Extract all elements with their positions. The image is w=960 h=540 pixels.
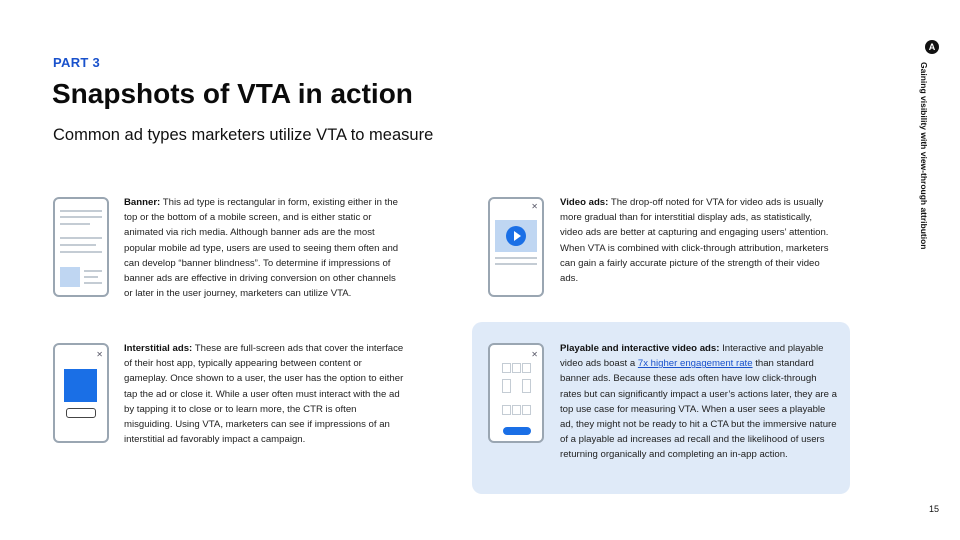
- banner-ad-block: [60, 267, 80, 287]
- banner-text: This ad type is rectangular in form, existing either in the top or the bottom of a mobile screen, and is either static or animated via rich media. Although banner ads are the most popular mobile ad type, users are used to seeing them often and can develop “banner blindness”. To determine if impressions of banner ads are effective in driving conversion on other channels or later in the user journey, marketers can utilize VTA.: [124, 197, 399, 300]
- engagement-rate-link[interactable]: 7x higher engagement rate: [637, 358, 753, 370]
- video-label: Video ads:: [560, 197, 609, 208]
- playable-description: [560, 341, 840, 463]
- part-label: PART 3: [53, 55, 101, 70]
- video-description: [560, 195, 835, 286]
- video-phone-illustration: [488, 197, 544, 297]
- interstitial-label: Interstitial ads:: [124, 343, 193, 354]
- banner-label: Banner:: [124, 197, 161, 208]
- interstitial-description: [124, 341, 404, 447]
- playable-text-before: Interactive and playable video ads boast a: [560, 343, 824, 370]
- banner-description: [124, 195, 404, 301]
- interstitial-text: These are full-screen ads that cover the interface of their host app, typically appearing between content or gameplay. Once shown to a user, the user has the option to either tap the ad or close it. While a user often must interact with the ad by tapping it to close or to learn more, the CTR is often misguiding. Using VTA, marketers can see if impressions of an interstitial ad favorably impact a campaign.: [124, 343, 404, 446]
- banner-phone-illustration: [53, 197, 109, 297]
- close-icon: ✕: [531, 202, 538, 211]
- playable-cta-button-icon: [503, 427, 531, 435]
- playable-label: Playable and interactive video ads:: [560, 343, 720, 354]
- interstitial-phone-illustration: [53, 343, 109, 443]
- side-running-title: Gaining visibility with view-through attribution: [919, 62, 929, 250]
- video-text: The drop-off noted for VTA for video ads is usually more gradual than for interstitial display ads, as statistically, video ads are better at capturing and engaging users’ attention. When VTA is combined with click-through attribution, marketers can gain a fairly accurate picture of the strength of their video ads.: [560, 197, 829, 285]
- page-subtitle: Common ad types marketers utilize VTA to measure: [53, 126, 434, 144]
- playable-phone-illustration: [488, 343, 544, 443]
- interstitial-cta-icon: [66, 408, 96, 418]
- page-title: Snapshots of VTA in action: [52, 78, 413, 109]
- page-number: 15: [929, 504, 940, 514]
- play-icon: [506, 226, 526, 246]
- video-player-block: [495, 220, 537, 252]
- interstitial-ad-block: [64, 369, 97, 402]
- brand-logo: A: [925, 40, 939, 54]
- close-icon: ✕: [531, 350, 538, 359]
- playable-text-after: than standard banner ads. Because these ads often have low click-through rates but can significantly impact a user’s actions later, they are a top use case for measuring VTA. When a user sees a playable ad, they might not be ready to hit a CTA but the immersive nature of a playable ad increases ad recall and the likelihood of users returning organically and completing an in-app action.: [560, 358, 837, 461]
- close-icon: ✕: [96, 350, 103, 359]
